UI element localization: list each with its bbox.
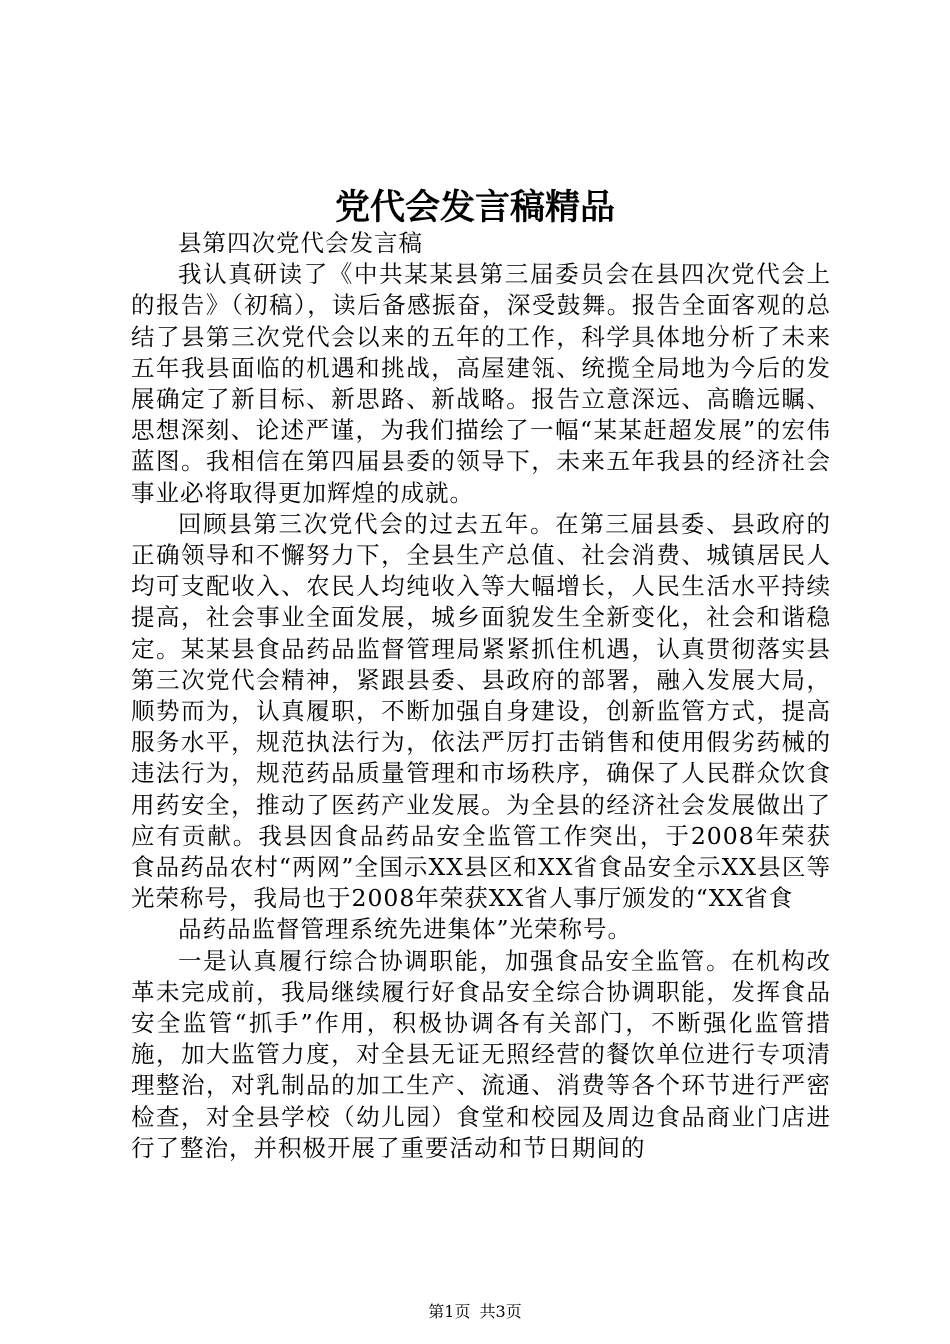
document-body	[131, 228, 831, 1164]
paragraph-honor: 品药品监督管理系统先进集体”光荣称号。	[178, 915, 633, 944]
page-total: 共3页	[479, 1302, 522, 1321]
page-footer	[0, 1302, 950, 1322]
paragraph-subtitle: 县第四次党代会发言稿	[178, 229, 423, 257]
page-number: 第1页	[428, 1302, 471, 1321]
paragraph-five-years: 回顾县第三次党代会的过去五年。在第三届县委、县政府的正确领导和不懈努力下，全县生产总值、社会消费、城镇居民人均可支配收入、农民人均纯收入等大幅增长，人民生活水平持续提高，社会事业全面发展，城乡面貌发生全新变化，社会和谐稳定。某某县食品药品监督管理局紧紧抓住机遇，认真贯彻落实县第三次党代会精神，紧跟县委、县政府的部署，融入发展大局，顺势而为，认真履职，不断加强自身建设，创新监管方式，提高服务水平，规范执法行为，依法严厉打击销售和使用假劣药械的违法行为，规范药品质量管理和市场秩序，确保了人民群众饮食用药安全，推动了医药产业发展。为全县的经济社会发展做出了应有贡献。我县因食品药品安全监管工作突出，于2008年荣获食品药品农村“两网”全国示XX县区和XX省食品安全示XX县区等光荣称号，我局也于2008年荣获XX省人事厅颁发的“XX省食	[131, 509, 831, 913]
document-title: 党代会发言稿精品	[334, 187, 615, 228]
paragraph-point-one: 一是认真履行综合协调职能，加强食品安全监管。在机构改革未完成前，我局继续履行好食品安全综合协调职能，发挥食品安全监管“抓手”作用，积极协调各有关部门，不断强化监管措施，加大监管力度，对全县无证无照经营的餐饮单位进行专项清理整治，对乳制品的加工生产、流通、消费等各个环节进行严密检查，对全县学校（幼儿园）食堂和校园及周边食品商业门店进行了整治，并积极开展了重要活动和节日期间的	[131, 946, 831, 1162]
paragraph-report-review: 我认真研读了《中共某某县第三届委员会在县四次党代会上的报告》（初稿），读后备感振奋，深受鼓舞。报告全面客观的总结了县第三次党代会以来的五年的工作，科学具体地分析了未来五年我县面临的机遇和挑战，高屋建瓴、统揽全局地为今后的发展确定了新目标、新思路、新战略。报告立意深远、高瞻远瞩、思想深刻、论述严谨，为我们描绘了一幅“某某赶超发展”的宏伟蓝图。我相信在第四届县委的领导下，未来五年我县的经济社会事业必将取得更加辉煌的成就。	[131, 260, 831, 507]
